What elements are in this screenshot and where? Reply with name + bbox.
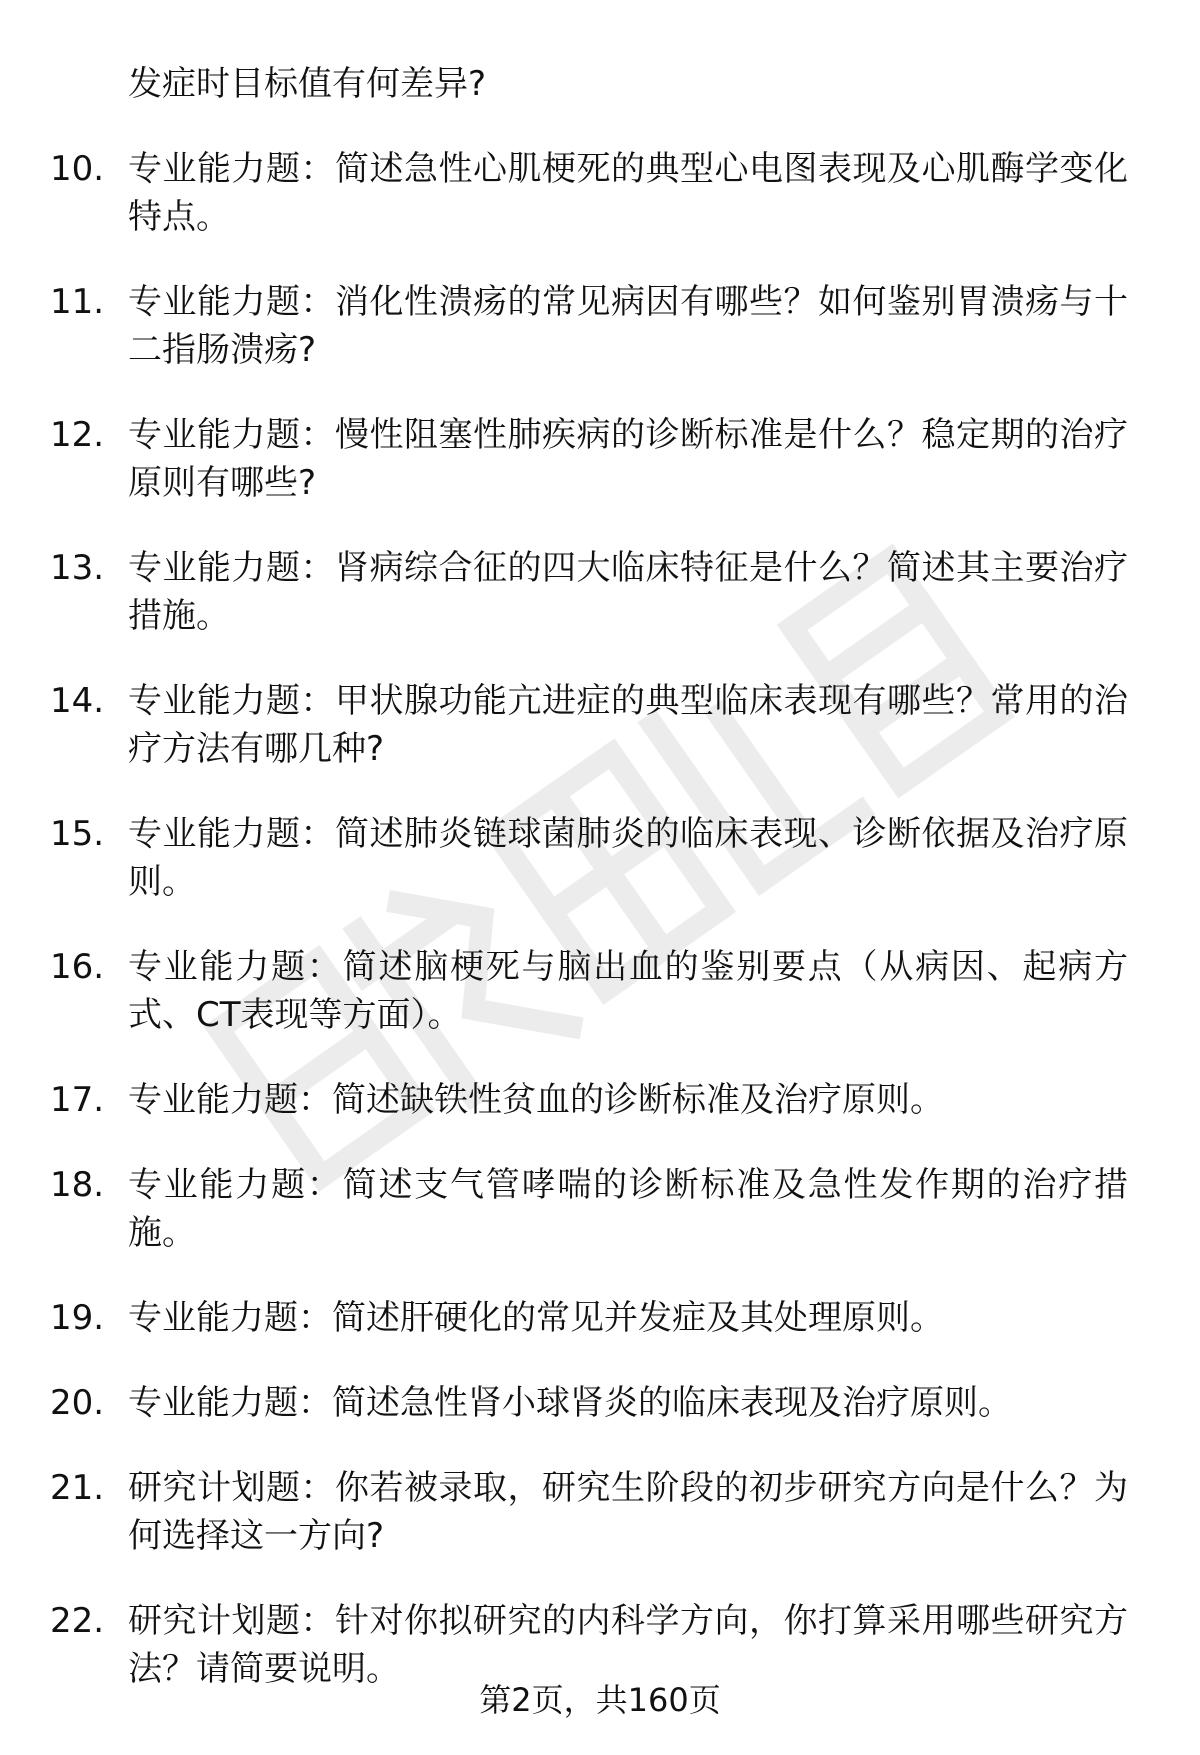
item-number: 15. bbox=[50, 814, 105, 854]
item-number: 20. bbox=[50, 1383, 105, 1423]
item-number: 11. bbox=[50, 282, 105, 322]
item-text: 专业能力题：肾病综合征的四大临床特征是什么？简述其主要治疗措施。 bbox=[128, 548, 1128, 636]
item-number: 17. bbox=[50, 1080, 105, 1120]
list-item bbox=[50, 544, 1150, 640]
page-footer: 第2页，共160页 bbox=[479, 1681, 721, 1719]
list-item bbox=[50, 1294, 1150, 1342]
item-text: 专业能力题：甲状腺功能亢进症的典型临床表现有哪些？常用的治疗方法有哪几种? bbox=[128, 681, 1128, 769]
item-text: 专业能力题：慢性阻塞性肺疾病的诊断标准是什么？稳定期的治疗原则有哪些? bbox=[128, 415, 1128, 503]
item-text: 研究计划题：你若被录取，研究生阶段的初步研究方向是什么？为何选择这一方向? bbox=[128, 1468, 1128, 1556]
item-text: 专业能力题：消化性溃疡的常见病因有哪些？如何鉴别胃溃疡与十二指肠溃疡? bbox=[128, 282, 1128, 370]
question-list bbox=[50, 145, 1150, 1730]
item-text: 专业能力题：简述支气管哮喘的诊断标准及急性发作期的治疗措施。 bbox=[128, 1165, 1128, 1253]
list-item bbox=[50, 145, 1150, 241]
item-text: 专业能力题：简述急性心肌梗死的典型心电图表现及心肌酶学变化特点。 bbox=[128, 149, 1128, 237]
item-number: 13. bbox=[50, 548, 105, 588]
item-text: 专业能力题：简述肺炎链球菌肺炎的临床表现、诊断依据及治疗原则。 bbox=[128, 814, 1128, 902]
list-item bbox=[50, 1076, 1150, 1124]
list-item bbox=[50, 1379, 1150, 1427]
list-item bbox=[50, 810, 1150, 906]
item-number: 12. bbox=[50, 415, 105, 455]
item-number: 14. bbox=[50, 681, 105, 721]
list-item bbox=[50, 1161, 1150, 1257]
continuation-line: 发症时目标值有何差异? bbox=[128, 64, 487, 104]
item-number: 18. bbox=[50, 1165, 105, 1205]
item-text: 研究计划题：针对你拟研究的内科学方向，你打算采用哪些研究方法？请简要说明。 bbox=[128, 1601, 1128, 1689]
list-item bbox=[50, 1464, 1150, 1560]
item-number: 16. bbox=[50, 947, 105, 987]
list-item bbox=[50, 677, 1150, 773]
item-text: 专业能力题：简述肝硬化的常见并发症及其处理原则。 bbox=[128, 1298, 944, 1338]
item-number: 19. bbox=[50, 1298, 105, 1338]
item-text: 专业能力题：简述缺铁性贫血的诊断标准及治疗原则。 bbox=[128, 1080, 944, 1120]
item-number: 22. bbox=[50, 1601, 105, 1641]
item-number: 10. bbox=[50, 149, 105, 189]
list-item bbox=[50, 411, 1150, 507]
list-item bbox=[50, 943, 1150, 1039]
list-item bbox=[50, 278, 1150, 374]
item-number: 21. bbox=[50, 1468, 105, 1508]
item-text: 专业能力题：简述脑梗死与脑出血的鉴别要点（从病因、起病方式、CT表现等方面）。 bbox=[128, 947, 1128, 1035]
item-text: 专业能力题：简述急性肾小球肾炎的临床表现及治疗原则。 bbox=[128, 1383, 1012, 1423]
